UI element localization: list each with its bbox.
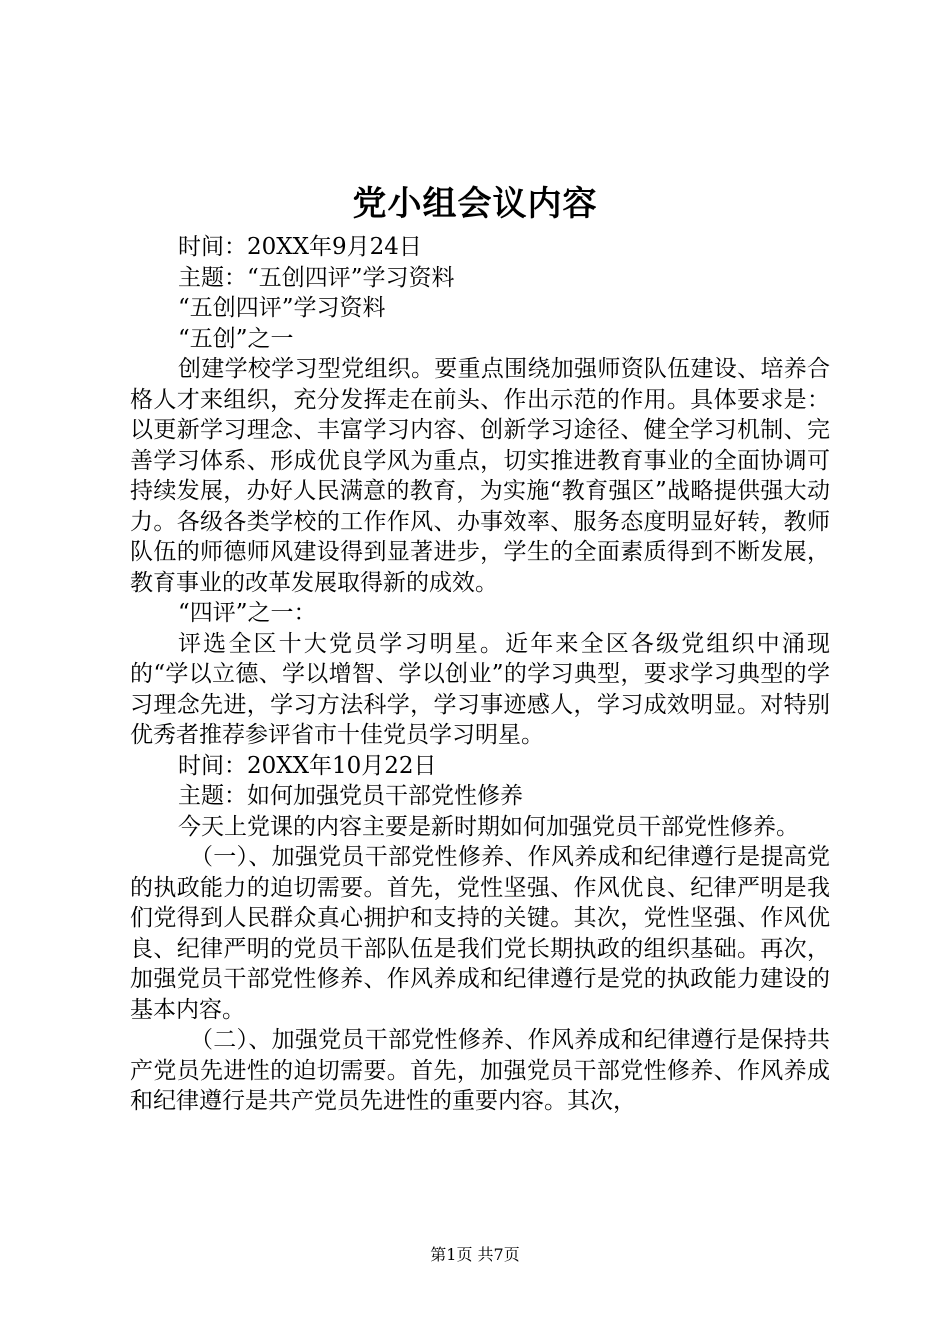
document-body [130, 232, 830, 1117]
paragraph-intro: 今天上党课的内容主要是新时期如何加强党员干部党性修养。 [178, 813, 799, 840]
meeting-time-2: 时间：20XX年10月22日 [178, 752, 437, 779]
paragraph-siping: 评选全区十大党员学习明星。近年来全区各级党组织中涌现的“学以立德、学以增智、学以创业”的学习典型，要求学习典型的学习理念先进，学习方法科学，学习事迹感人，学习成效明显。对特别优秀者推荐参评省市十佳党员学习明星。 [130, 630, 830, 748]
document-title: 党小组会议内容 [352, 184, 598, 224]
meeting-topic-2: 主题：如何加强党员干部党性修养 [178, 783, 523, 809]
section-heading: “五创四评”学习资料 [178, 295, 386, 321]
paragraph-point-1: （一）、加强党员干部党性修养、作风养成和纪律遵行是提高党的执政能力的迫切需要。首先，党性坚强、作风优良、纪律严明是我们党得到人民群众真心拥护和支持的关键。其次，党性坚强、作风优良、纪律严明的党员干部队伍是我们党长期执政的组织基础。再次，加强党员干部党性修养、作风养成和纪律遵行是党的执政能力建设的基本内容。 [130, 844, 830, 1023]
paragraph-wuchuang: 创建学校学习型党组织。要重点围绕加强师资队伍建设、培养合格人才来组织，充分发挥走在前头、作出示范的作用。具体要求是：以更新学习理念、丰富学习内容、创新学习途径、健全学习机制、完善学习体系、形成优良学风为重点，切实推进教育事业的全面协调可持续发展，办好人民满意的教育，为实施“教育强区”战略提供强大动力。各级各类学校的工作作风、办事效率、服务态度明显好转，教师队伍的师德师风建设得到显著进步，学生的全面素质得到不断发展，教育事业的改革发展取得新的成效。 [130, 356, 830, 596]
subsection-heading-wuchuang: “五创”之一 [178, 325, 294, 352]
subsection-heading-siping: “四评”之一： [178, 600, 317, 626]
page-footer: 第1页 共7页 [430, 1245, 520, 1264]
meeting-time-1: 时间：20XX年9月24日 [178, 234, 422, 260]
meeting-topic-1: 主题：“五创四评”学习资料 [178, 264, 455, 291]
paragraph-point-2: （二）、加强党员干部党性修养、作风养成和纪律遵行是保持共产党员先进性的迫切需要。首先，加强党员干部党性修养、作风养成和纪律遵行是共产党员先进性的重要内容。其次， [130, 1027, 830, 1114]
